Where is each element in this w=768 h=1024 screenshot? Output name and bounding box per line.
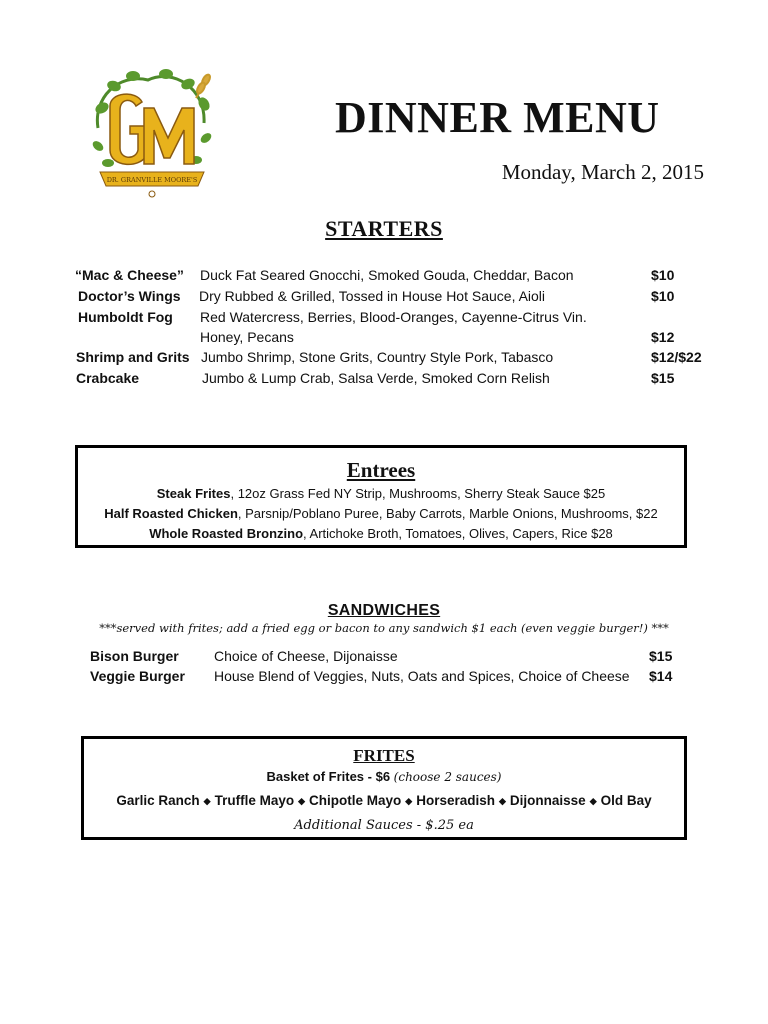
frites-basket-price: Basket of Frites - $6: [266, 769, 391, 784]
starter-desc: Red Watercress, Berries, Blood-Oranges, Cayenne-Citrus Vin.: [200, 309, 587, 325]
starter-price: $12: [651, 329, 675, 345]
entree-name: Half Roasted Chicken: [104, 506, 238, 521]
entree-details: , 12oz Grass Fed NY Strip, Mushrooms, Sherry Steak Sauce $25: [230, 486, 606, 501]
sandwich-row: [0, 648, 768, 668]
entrees-heading: Entrees: [346, 458, 416, 482]
entree-item: [78, 506, 684, 521]
frites-sauce-list: [84, 793, 684, 808]
starter-name: Shrimp and Grits: [76, 349, 190, 365]
starter-price: $12/$22: [651, 349, 702, 365]
sandwiches-heading: SANDWICHES: [327, 602, 441, 619]
diamond-separator-icon: ◆: [298, 796, 306, 806]
entree-item: [78, 526, 684, 541]
logo-graphic: [88, 68, 216, 200]
frites-additional-sauces: Additional Sauces - $.25 ea: [294, 818, 474, 833]
diamond-separator-icon: ◆: [203, 796, 211, 806]
restaurant-logo: [88, 68, 216, 200]
sandwich-name: Veggie Burger: [90, 668, 185, 684]
sauce-item: Dijonnaisse: [509, 793, 586, 808]
starter-desc: Duck Fat Seared Gnocchi, Smoked Gouda, Cheddar, Bacon: [200, 267, 574, 283]
starter-row: [0, 309, 768, 349]
starter-desc: Dry Rubbed & Grilled, Tossed in House Hot Sauce, Aioli: [199, 288, 546, 304]
sauce-item: Chipotle Mayo: [309, 793, 402, 808]
entree-name: Steak Frites: [156, 486, 231, 501]
menu-date: Monday, March 2, 2015: [501, 160, 704, 184]
starter-name: Humboldt Fog: [78, 309, 173, 325]
starter-desc: Jumbo & Lump Crab, Salsa Verde, Smoked Corn Relish: [202, 370, 550, 386]
starter-row: [0, 370, 768, 390]
starters-heading: STARTERS: [325, 216, 443, 241]
starter-name: Doctor’s Wings: [78, 288, 181, 304]
sauce-item: Garlic Ranch: [116, 793, 200, 808]
diamond-separator-icon: ◆: [589, 796, 597, 806]
frites-box: [81, 736, 687, 840]
sandwich-price: $14: [649, 668, 673, 684]
logo-banner-text: DR. GRANVILLE MOORE'S: [106, 176, 198, 184]
page-title: DINNER MENU: [335, 93, 660, 142]
sandwich-row: [0, 668, 768, 688]
starter-row: [0, 267, 768, 287]
sandwiches-note: ***served with frites; add a fried egg or bacon to any sandwich $1 each (even veggie burger!) ***: [99, 621, 669, 635]
starter-name: “Mac & Cheese”: [75, 267, 184, 283]
starter-name: Crabcake: [76, 370, 140, 386]
entree-details: , Artichoke Broth, Tomatoes, Olives, Capers, Rice $28: [303, 526, 613, 541]
starter-row: [0, 288, 768, 308]
diamond-separator-icon: ◆: [405, 796, 413, 806]
frites-heading: FRITES: [353, 746, 415, 765]
entree-item: [78, 486, 684, 501]
sandwich-price: $15: [649, 648, 673, 664]
entrees-box: [75, 445, 687, 548]
starter-price: $10: [651, 288, 675, 304]
frites-basket-line: [84, 769, 684, 784]
diamond-separator-icon: ◆: [498, 796, 506, 806]
entree-details: , Parsnip/Poblano Puree, Baby Carrots, Marble Onions, Mushrooms, $22: [237, 506, 658, 521]
sauce-item: Old Bay: [600, 793, 652, 808]
entree-name: Whole Roasted Bronzino: [149, 526, 304, 541]
sauce-item: Truffle Mayo: [214, 793, 295, 808]
sandwich-desc: House Blend of Veggies, Nuts, Oats and Spices, Choice of Cheese: [214, 668, 630, 684]
starter-price: $15: [651, 370, 675, 386]
starter-price: $10: [651, 267, 675, 283]
sandwich-desc: Choice of Cheese, Dijonaisse: [214, 648, 398, 664]
starter-desc-cont: Honey, Pecans: [200, 329, 294, 345]
starter-desc: Jumbo Shrimp, Stone Grits, Country Style Pork, Tabasco: [201, 349, 554, 365]
sauce-item: Horseradish: [416, 793, 495, 808]
frites-basket-note: (choose 2 sauces): [393, 770, 502, 784]
starter-row: [0, 349, 768, 369]
sandwich-name: Bison Burger: [90, 648, 179, 664]
